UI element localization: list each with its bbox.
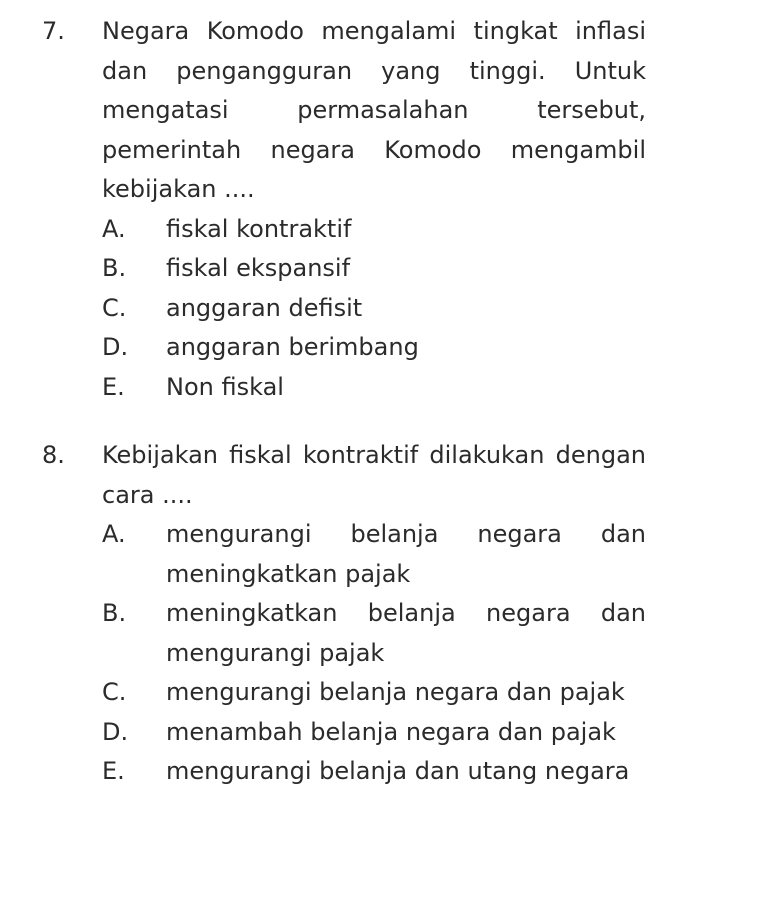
option-text: fiskal ekspansif bbox=[166, 254, 351, 282]
option-c bbox=[102, 673, 646, 713]
option-letter: B. bbox=[102, 599, 127, 627]
question-number: 7. bbox=[42, 17, 65, 45]
option-text: menambah belanja negara dan pajak bbox=[166, 717, 616, 746]
option-text: mengurangi belanja negara dan pajak bbox=[166, 678, 625, 706]
question-text: Negara Komodo mengalami tingkat inflasi dan pengangguran yang tinggi. Untuk mengatasi permasalahan tersebut, pemerintah negara Komodo mengambil kebijakan .... bbox=[102, 17, 646, 203]
question-7-stem bbox=[42, 12, 646, 210]
option-letter: A. bbox=[102, 520, 126, 548]
option-text: anggaran defisit bbox=[166, 293, 363, 322]
option-text: mengurangi belanja dan utang negara bbox=[166, 757, 630, 785]
option-text: Non fiskal bbox=[166, 372, 284, 401]
question-number: 8. bbox=[42, 441, 65, 469]
option-a bbox=[102, 515, 646, 594]
option-c bbox=[102, 289, 646, 329]
option-letter: D. bbox=[102, 333, 129, 361]
option-b bbox=[102, 594, 646, 673]
option-b bbox=[102, 249, 646, 289]
question-8-options bbox=[102, 515, 646, 792]
question-7-options bbox=[102, 210, 646, 408]
option-text: anggaran berimbang bbox=[166, 333, 419, 361]
option-letter: B. bbox=[102, 254, 127, 282]
option-d bbox=[102, 713, 646, 753]
option-text: meningkatkan belanja negara dan mengurangi pajak bbox=[166, 599, 646, 667]
option-d bbox=[102, 328, 646, 368]
option-letter: D. bbox=[102, 717, 129, 746]
option-a bbox=[102, 210, 646, 250]
question-8-stem bbox=[42, 436, 646, 515]
question-7 bbox=[42, 12, 646, 407]
option-letter: A. bbox=[102, 214, 126, 243]
option-text: mengurangi belanja negara dan meningkatkan pajak bbox=[166, 520, 646, 588]
option-e bbox=[102, 752, 646, 792]
option-letter: C. bbox=[102, 293, 127, 322]
option-letter: E. bbox=[102, 372, 125, 401]
question-8 bbox=[42, 436, 646, 792]
option-letter: E. bbox=[102, 757, 125, 785]
option-letter: C. bbox=[102, 678, 127, 706]
option-e bbox=[102, 368, 646, 408]
option-text: fiskal kontraktif bbox=[166, 214, 352, 243]
question-text: Kebijakan fiskal kontraktif dilakukan dengan cara .... bbox=[102, 441, 646, 509]
